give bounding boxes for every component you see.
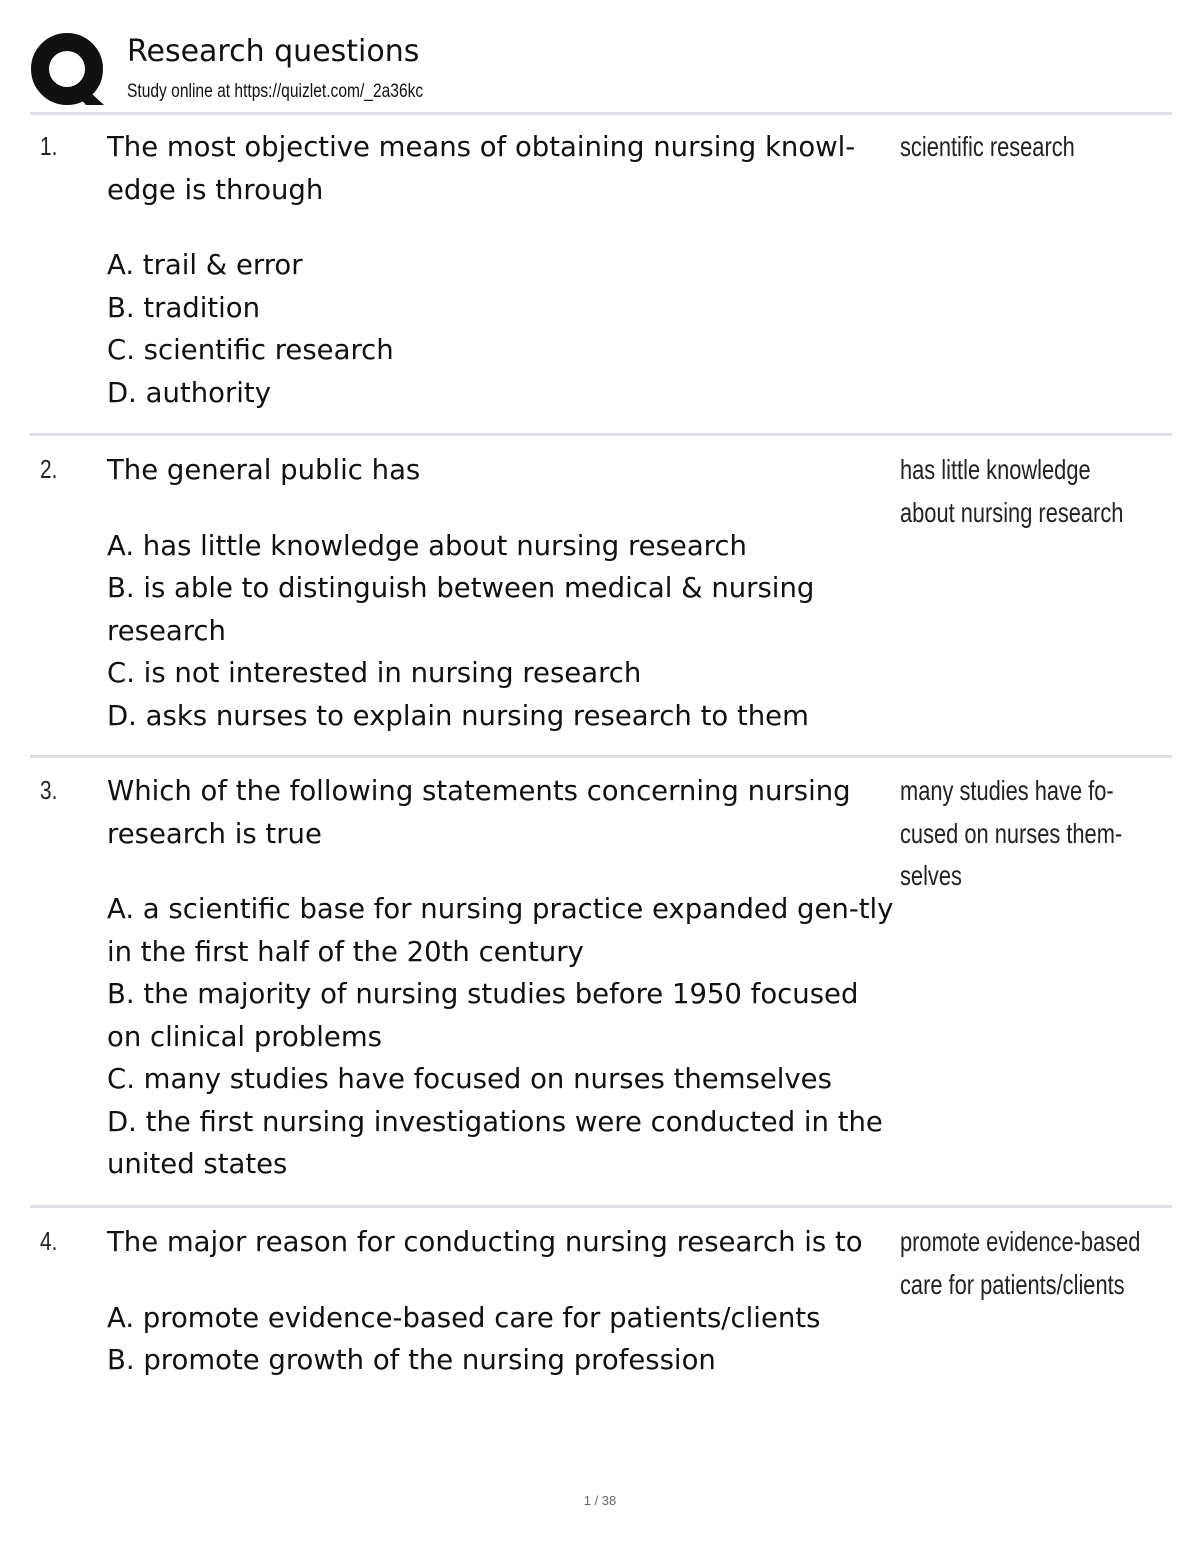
answer-text: has little knowledge about nursing research [900, 454, 1124, 528]
option-a: A. a scientific base for nursing practice expanded gen-tly in the first half of the 20th century [107, 893, 894, 968]
answer-text: many studies have fo-cused on nurses them-selves [900, 775, 1123, 891]
question-number: 1. [40, 131, 58, 161]
question-number: 3. [40, 775, 58, 805]
question-body [107, 126, 897, 414]
option-b: B. tradition [107, 291, 261, 324]
divider [30, 755, 1172, 758]
option-a: A. has little knowledge about nursing research [107, 529, 747, 562]
document-title: Research questions [127, 34, 420, 69]
question-number: 4. [40, 1226, 58, 1256]
quizlet-q-logo-icon [30, 31, 108, 109]
question-body [107, 770, 897, 1186]
options-list [107, 888, 897, 1186]
question-text: The most objective means of obtaining nursing knowl-edge is through [107, 131, 856, 206]
divider [30, 433, 1172, 436]
option-c: C. is not interested in nursing research [107, 657, 642, 689]
option-d: D. the first nursing investigations were conducted in the united states [107, 1105, 883, 1180]
answer-text: promote evidence-based care for patients/clients [900, 1226, 1141, 1300]
option-b: B. the majority of nursing studies before 1950 focused on clinical problems [107, 978, 859, 1053]
question-text: The general public has [107, 454, 421, 486]
options-list [107, 244, 897, 414]
question-number: 2. [40, 454, 58, 484]
option-c: C. many studies have focused on nurses themselves [107, 1063, 832, 1095]
option-d: D. asks nurses to explain nursing research to them [107, 699, 809, 732]
page-indicator: 1 / 38 [583, 1493, 617, 1508]
question-text: Which of the following statements concerning nursing research is true [107, 775, 851, 850]
question-body [107, 449, 897, 737]
option-b: B. promote growth of the nursing profession [107, 1344, 716, 1376]
option-c: C. scientific research [107, 334, 394, 366]
question-text: The major reason for conducting nursing research is to [107, 1226, 863, 1258]
options-list [107, 1297, 897, 1382]
divider [30, 1205, 1172, 1208]
answer-text: scientific research [900, 131, 1075, 162]
option-a: A. trail & error [107, 249, 303, 281]
option-d: D. authority [107, 376, 271, 409]
option-a: A. promote evidence-based care for patients/clients [107, 1301, 821, 1334]
divider [30, 112, 1172, 115]
study-online-link[interactable]: Study online at https://quizlet.com/_2a36kc [127, 81, 424, 102]
question-body [107, 1221, 897, 1382]
document-header [30, 28, 1172, 112]
options-list [107, 525, 897, 738]
option-b: B. is able to distinguish between medical & nursing research [107, 572, 815, 647]
